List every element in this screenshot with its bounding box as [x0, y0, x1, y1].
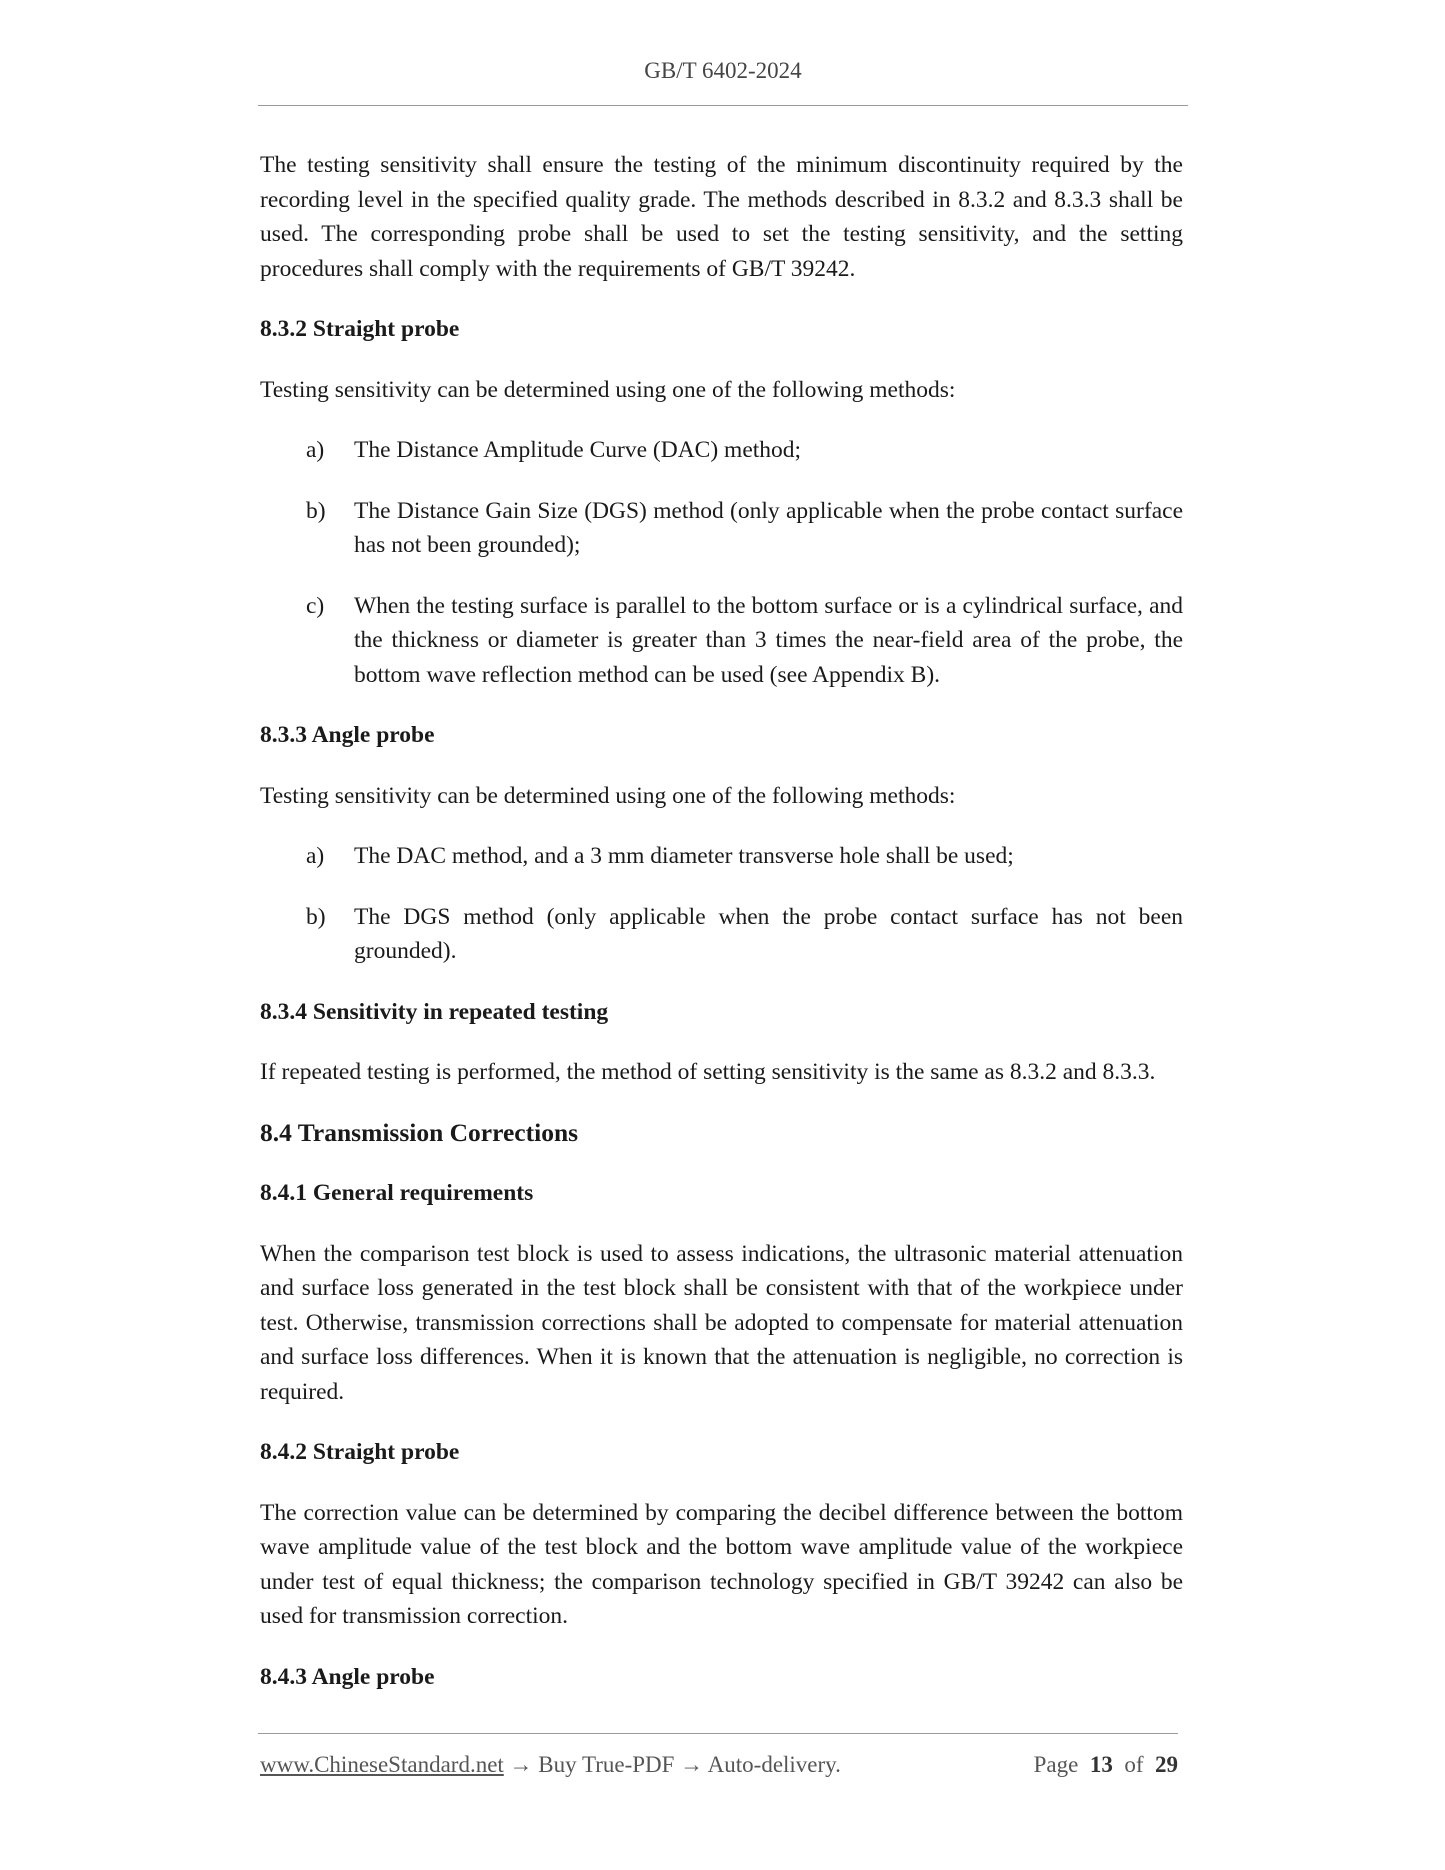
list-item	[260, 900, 1183, 969]
list-text: The DAC method, and a 3 mm diameter transverse hole shall be used;	[354, 843, 1014, 869]
heading-8-4: 8.4 Transmission Corrections	[260, 1117, 579, 1147]
paragraph-8-3-4: If repeated testing is performed, the method of setting sensitivity is the same as 8.3.2 and 8.3.3.	[260, 1059, 1156, 1085]
page-label: Page	[1033, 1752, 1079, 1777]
heading-8-4-3: 8.4.3 Angle probe	[260, 1663, 435, 1690]
intro-paragraph: The testing sensitivity shall ensure the testing of the minimum discontinuity required by the recording level in the specified quality grade. The methods described in 8.3.2 and 8.3.3 shall be used. The corresponding probe shall be used to set the testing sensitivity, and the setting procedures shall comply with the requirements of GB/T 39242.	[260, 152, 1183, 282]
page-indicator	[1034, 1752, 1178, 1778]
page-header-title: GB/T 6402-2024	[644, 58, 802, 83]
list-marker: c)	[306, 592, 325, 619]
list-marker: a)	[306, 437, 325, 463]
promo-text: → Buy True-PDF → Auto-delivery.	[503, 1752, 841, 1777]
heading-8-3-2: 8.3.2 Straight probe	[260, 316, 460, 342]
heading-8-4-2: 8.4.2 Straight probe	[260, 1439, 460, 1465]
list-marker: a)	[306, 843, 325, 869]
header-divider	[258, 105, 1188, 106]
list-item	[260, 839, 1183, 874]
paragraph-8-4-2: The correction value can be determined by comparing the decibel difference between the bottom wave amplitude value of the test block and the bottom wave amplitude value of the workpiece under test of equal thickness; the comparison technology specified in GB/T 39242 can also be used for transmission correction.	[260, 1499, 1183, 1629]
list-text: The Distance Amplitude Curve (DAC) method;	[354, 437, 802, 463]
of-label: of	[1124, 1752, 1144, 1777]
heading-8-3-4: 8.3.4 Sensitivity in repeated testing	[260, 998, 609, 1025]
heading-8-3-3: 8.3.3 Angle probe	[260, 722, 435, 748]
page-content	[260, 148, 1183, 1720]
list-marker: b)	[306, 903, 326, 930]
list-item	[260, 589, 1183, 693]
list-item	[260, 433, 1183, 468]
paragraph-8-3-2-intro: Testing sensitivity can be determined using one of the following methods:	[260, 376, 956, 403]
paragraph-8-3-3-intro: Testing sensitivity can be determined using one of the following methods:	[260, 782, 956, 809]
list-text: When the testing surface is parallel to the bottom surface or is a cylindrical surface, and the thickness or diameter is greater than 3 times the near-field area of the probe, the bottom wave reflection method can be used (see Appendix B).	[354, 592, 1183, 688]
website-link[interactable]: www.ChineseStandard.net	[260, 1752, 504, 1777]
list-marker: b)	[306, 497, 326, 524]
paragraph-8-4-1: When the comparison test block is used to assess indications, the ultrasonic material attenuation and surface loss generated in the test block shall be consistent with that of the workpiece under test. Otherwise, transmission corrections shall be adopted to compensate for material attenuation and surface loss differences. When it is known that the attenuation is negligible, no correction is required.	[260, 1240, 1183, 1405]
page-total: 29	[1155, 1752, 1178, 1777]
list-item	[260, 494, 1183, 563]
list-text: The Distance Gain Size (DGS) method (only applicable when the probe contact surface has not been grounded);	[354, 497, 1183, 558]
footer-divider	[258, 1733, 1178, 1734]
footer-promo	[260, 1752, 841, 1778]
list-text: The DGS method (only applicable when the probe contact surface has not been grounded).	[354, 903, 1183, 964]
heading-8-4-1: 8.4.1 General requirements	[260, 1180, 534, 1206]
page-number: 13	[1089, 1752, 1113, 1777]
